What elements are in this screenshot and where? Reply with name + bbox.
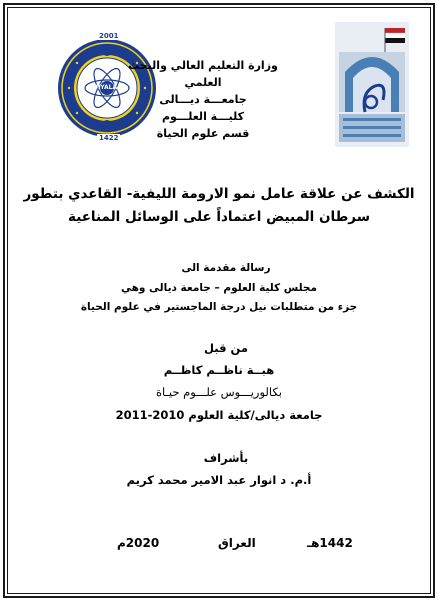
submission-line-2: مجلس كلية العلوم – جامعة ديالى وهي (120, 282, 318, 294)
submission-line-1: رسالة مقدمة الى (181, 262, 271, 274)
university-logo (335, 22, 409, 147)
college-name: كليـــة العلـــوم (162, 110, 244, 123)
author-degree: بكالوريـــوس علـــوم حيـاة (156, 385, 282, 399)
by-label: من قبل (204, 341, 248, 355)
thesis-title-line-1: الكشف عن علاقة عامل نمو الارومة الليفية- القاعدي بتطور (23, 186, 415, 202)
university-name: جامعـــة ديـــالى (159, 93, 247, 106)
author-university: جامعة ديالى/كلية العلوم 2010-2011 (115, 408, 323, 422)
seal-bottom-year: 1422 (99, 134, 119, 142)
seal-top-year: 2001 (99, 32, 119, 40)
institution-header (118, 57, 288, 142)
department-name: قسم علوم الحياة (156, 127, 250, 140)
supervision-label: بأشراف (203, 451, 249, 465)
author-name: هبــة ناظــم كاظــم (163, 363, 275, 377)
submission-line-3: جزء من متطلبات نيل درجة الماجستير في علوم الحياة (80, 301, 358, 313)
gregorian-year: 2020م (117, 536, 160, 550)
seal-center-text: DIYALA (93, 84, 118, 91)
hijri-year: 1442هـ (307, 536, 353, 550)
supervisor-name: أ.م. د انوار عبد الامير محمد كريم (126, 473, 312, 487)
thesis-title-line-2: سرطان المبيض اعتماداً على الوسائل المناعية (68, 209, 370, 225)
country-name: العراق (218, 536, 256, 550)
ministry-name: وزارة التعليم العالي والبحث العلمي (128, 59, 278, 89)
